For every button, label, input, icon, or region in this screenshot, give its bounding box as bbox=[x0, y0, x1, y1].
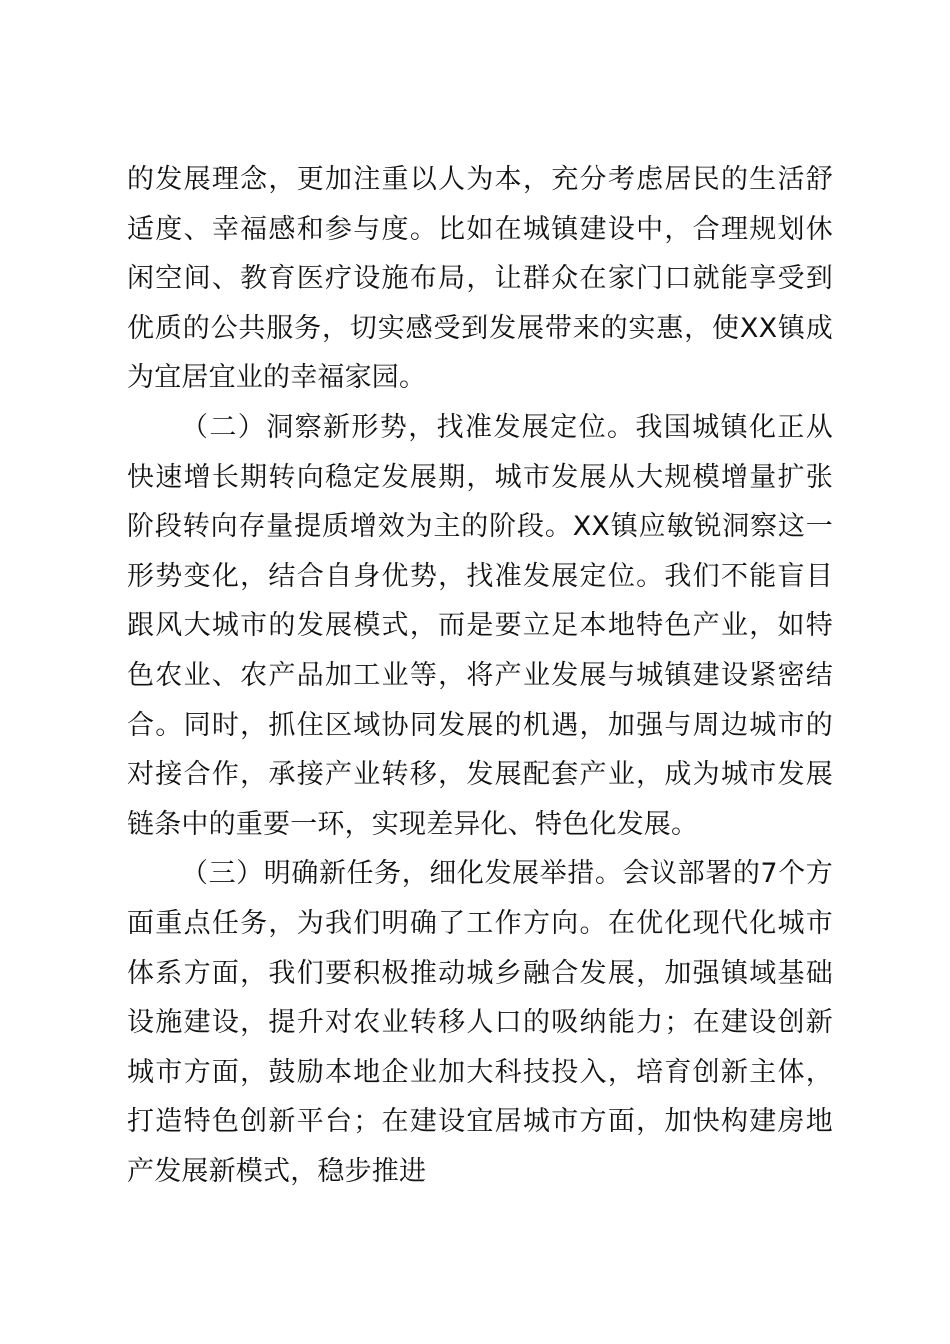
paragraph-section-2: （二）洞察新形势，找准发展定位。我国城镇化正从快速增长期转向稳定发展期，城市发展从大规模增量扩张阶段转向存量提质增效为主的阶段。XX镇应敏锐洞察这一形势变化，结合自身优势，找准发展定位。我们不能盲目跟风大城市的发展模式，而是要立足本地特色产业，如特色农业、农产品加工业等，将产业发展与城镇建设紧密结合。同时，抓住区域协同发展的机遇，加强与周边城市的对接合作，承接产业转移，发展配套产业，成为城市发展链条中的重要一环，实现差异化、特色化发展。 bbox=[127, 411, 833, 840]
document-page bbox=[127, 155, 833, 1196]
paragraph-section-3: （三）明确新任务，细化发展举措。会议部署的7个方面重点任务，为我们明确了工作方向。在优化现代化城市体系方面，我们要积极推动城乡融合发展，加强镇域基础设施建设，提升对农业转移人口的吸纳能力；在建设创新城市方面，鼓励本地企业加大科技投入，培育创新主体，打造特色创新平台；在建设宜居城市方面，加快构建房地产发展新模式，稳步推进 bbox=[127, 858, 833, 1187]
paragraph-continuation: 的发展理念，更加注重以人为本，充分考虑居民的生活舒适度、幸福感和参与度。比如在城镇建设中，合理规划休闲空间、教育医疗设施布局，让群众在家门口就能享受到优质的公共服务，切实感受到发展带来的实惠，使XX镇成为宜居宜业的幸福家园。 bbox=[127, 164, 833, 394]
